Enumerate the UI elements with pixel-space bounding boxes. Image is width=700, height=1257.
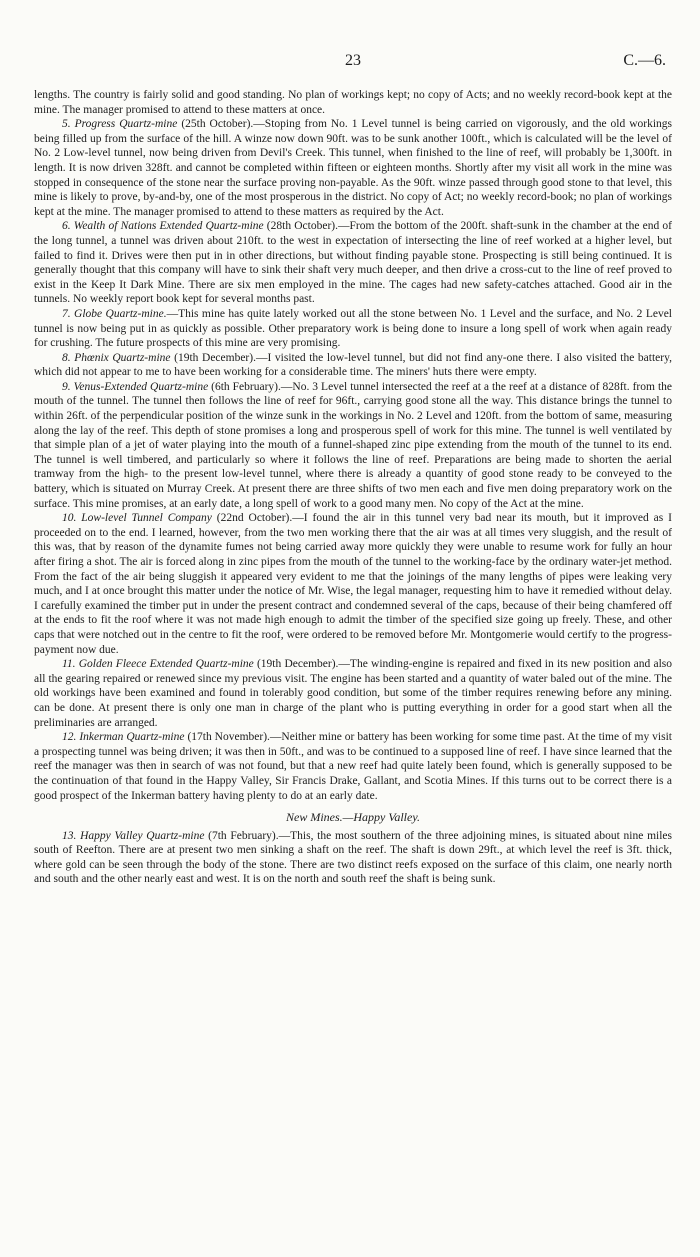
- page-number: 23: [345, 52, 361, 69]
- paragraph-date: (7th February).: [204, 829, 279, 842]
- paragraph-text: —Neither mine or battery has been working for some time past. At the time of my visit a prospecting tunnel was being driven; it was then in 50ft., and was to be continued to a supposed line of reef. I have since learned that the reef the manager was then in search of was not found, but that a new reef had quite lately been found, which is generally supposed to be the continuation of that found in the Happy Valley, Sir Francis Drake, Gallant, and Scotia Mines. If this turns out to be correct there is a good prospect of the Inkerman battery having plenty to do at an early date.: [34, 731, 672, 802]
- paragraph-title: 10. Low-level Tunnel Company: [62, 512, 212, 525]
- paragraph-title: 11. Golden Fleece Extended Quartz-mine: [62, 658, 254, 671]
- paragraph-date: (22nd October).: [211, 512, 293, 525]
- paragraph-date: (19th December).: [253, 658, 339, 671]
- paragraph-title: 5. Progress Quartz-mine: [62, 118, 178, 131]
- paragraph-p7: [34, 307, 672, 351]
- section-heading: New Mines.—Happy Valley.: [286, 810, 420, 825]
- paragraph-p0: [34, 88, 672, 117]
- paragraph-text: —The winding-engine is repaired and fixed in its new position and also all the gearing repaired or renewed since my previous visit. The engine has been started and a quantity of water baled out of the mine. The old workings have been examined and found in tolerably good condition, but some of the timber requires renewing before any mining. can be done. At present there is only one man in charge of the plant who is putting everything in order for a good start when all the preliminaries are arranged.: [34, 658, 672, 729]
- paragraph-text: —Stoping from No. 1 Level tunnel is being carried on vigorously, and the old workings being filled up from the surface of the hill. A winze now down 90ft. was to be sunk another 100ft., which is calculated will be the level of No. 2 Low-level tunnel, now being driven from Devil's Creek. This tunnel, when finished to the line of reef, will probably be 1,300ft. in length. It is now driven 328ft. and cannot be completed within fifteen or eighteen months. Shortly after my visit all work in the mine was stopped in consequence of the stone near the surface proving non-payable. As the 90ft. winze passed through good stone to that level, this mine is likely to prove, by-and-by, one of the most prosperous in the district. No copy of Act; no weekly record-book; no plan of workings kept at the mine. The manager promised to attend to these matters as required by the Act.: [34, 118, 673, 218]
- paragraph-p11: [34, 657, 672, 730]
- paragraph-p8: [34, 351, 672, 380]
- paragraphs-section-2: [34, 829, 672, 887]
- paragraph-date: (28th October).: [263, 220, 338, 233]
- paragraph-p9: [34, 380, 672, 511]
- paragraph-text: —This mine has quite lately worked out all the stone between No. 1 Level and the surface, and No. 2 Level tunnel is now being put in as quickly as possible. Other preparatory work is being done to insure a long spell of work when again ready for crushing. The future prospects of this mine are very promising.: [34, 307, 672, 350]
- paragraph-title: 7. Globe Quartz-mine.: [62, 307, 167, 320]
- paragraph-p13: [34, 829, 672, 887]
- paragraph-date: (17th November).: [184, 731, 270, 744]
- document-reference: C.—6.: [623, 52, 666, 69]
- paragraph-date: (6th February).: [208, 380, 281, 393]
- paragraph-date: (25th October).: [177, 118, 254, 131]
- paragraph-title: 9. Venus-Extended Quartz-mine: [62, 380, 209, 393]
- paragraph-text: —From the bottom of the 200ft. shaft-sunk in the chamber at the end of the long tunnel, a tunnel was driven about 210ft. to the west in expectation of intersecting the line of reef worked at a higher level, but failed to find it. Drives were then put in in other directions, but without finding payable stone. Prospecting is still being continued. It is generally thought that this company will have to sink their shaft very much deeper, and then drive a cross-cut to the line of reef proved to exist in the Keep It Dark Mine. There are six men employed in the mine. The cages had new safety-catches attached. Good air in the tunnels. No weekly report book kept for several months past.: [34, 220, 672, 306]
- paragraph-p5: [34, 117, 672, 219]
- paragraph-text: —This, the most southern of the three adjoining mines, is situated about nine miles south of Reefton. There are at present two men sinking a shaft on the reef. The shaft is down 29ft., at which level the reef is 3ft. thick, where gold can be seen through the body of the stone. There are two distinct reefs exposed on the surface of this claim, one nearly north and south and the other nearly east and west. It is on the north and south reef the shaft is being sunk.: [34, 829, 672, 886]
- paragraphs-section-1: [34, 88, 672, 803]
- paragraph-p6: [34, 219, 672, 307]
- document-body: [34, 88, 672, 887]
- page-header: [34, 40, 672, 69]
- paragraph-title: 8. Phœnix Quartz-mine: [62, 351, 171, 364]
- paragraph-text: —No. 3 Level tunnel intersected the reef at a the reef at a distance of 828ft. from the mouth of the tunnel. The tunnel then follows the line of reef for 96ft., carrying good stone all the way. This distance brings the tunnel to within 26ft. of the perpendicular position of the winze sunk in the workings in No. 2 Level and 120ft. from the bottom of same, measuring along the lay of the reef. This depth of stone promises a long and prosperous spell of work for this mine. The tunnel is well ventilated by that simple plan of a jet of water playing into the mouth of a funnel-shaped zinc pipe extending from the mouth of the tunnel to its end. The tunnel is well timbered, and particularly so where it follows the line of reef. Preparations are being made to shorten the aerial tramway from the high- to the present low-level tunnel, where there is already a quantity of good stone ready to be conveyed to the battery, which is situated on Murray Creek. At present there are three shifts of two men each and five men doing preparatory work on the surface. This mine promises, at an early date, a long spell of work to a good many men. No copy of the Act at the mine.: [34, 380, 672, 510]
- paragraph-text: lengths. The country is fairly solid and good standing. No plan of workings kept; no copy of Acts; and no weekly record-book kept at the mine. The manager promised to attend to these matters at once.: [34, 89, 672, 116]
- paragraph-title: 6. Wealth of Nations Extended Quartz-mine: [62, 220, 264, 233]
- paragraph-p12: [34, 730, 672, 803]
- paragraph-text: —I found the air in this tunnel very bad near its mouth, but it improved as I proceeded on to the end. I learned, however, from the two men working there that the air was at all times very sluggish, and the result of this was, that by reason of the dynamite fumes not being carried away more quickly they were unable to resume work for fully an hour after firing a shot. The air is forced along in zinc pipes from the mouth of the tunnel to the working-face by the ordinary water-jet method. From the fact of the air being sluggish it appeared very evident to me that the joinings of the many lengths of pipes were leaking very much, and I at once brought this matter under the notice of Mr. Wise, the legal manager, requesting him to have it remedied without delay. I carefully examined the timber put in under the present contract and condemned several of the caps, because of their being chamfered off at the ends to fit the roof where it was not made high enough to admit the timber of the specified size going up freely. These, and other caps that were notched out in the centre to fit the roof, were ordered to be removed before Mr. Montgomerie would certify to the progress-payment now due.: [34, 512, 673, 656]
- paragraph-date: (19th December).: [170, 351, 256, 364]
- paragraph-title: 12. Inkerman Quartz-mine: [62, 731, 185, 744]
- paragraph-p10: [34, 511, 672, 657]
- paragraph-title: 13. Happy Valley Quartz-mine: [62, 829, 205, 842]
- paragraph-text: —I visited the low-level tunnel, but did not find any-one there. I also visited the battery, which did not appear to me to have been working for a considerable time. The miners' huts there were empty.: [34, 351, 672, 379]
